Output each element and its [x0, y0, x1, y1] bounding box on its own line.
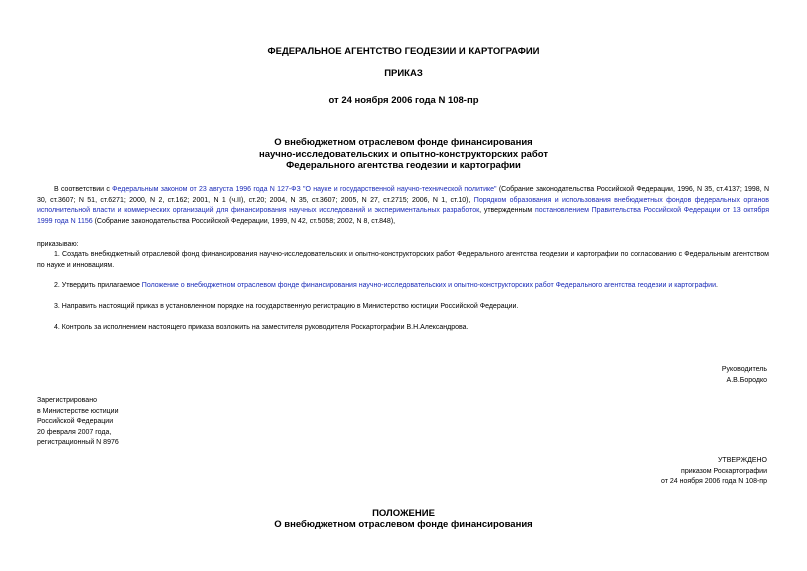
law-source: (Собрание законодательства Российской Федерации, 1996, N 35, ст.4137; 1998, N 30, ст.3607; N 51, ст.6271; 2000, N 2, ст.162; 2001, N 1 (ч.II), ст.20; 2004, N 35, ст.3607; 2005, N 27, ст.2715; 2006, N 1, ст.10), — [37, 186, 770, 204]
resolution-source: (Собрание законодательства Российской Федерации, 1999, N 42, ст.5058; 2002, N 8, ст.848), — [92, 217, 396, 225]
approval-line: УТВЕРЖДЕНО — [717, 457, 767, 464]
basis-paragraph — [37, 185, 769, 227]
registration-block — [37, 396, 119, 449]
order-date: от 24 ноября 2006 года N 108-пр — [328, 95, 479, 106]
approval-block — [661, 456, 767, 488]
signature-block — [722, 365, 767, 386]
procedure-link[interactable]: Порядком образования и использования внебюджетных фондов федеральных органов исполнительной власти и коммерческих организаций для финансирования научных исследований и экспериментальных разработок — [37, 196, 769, 215]
regulation-heading: ПОЛОЖЕНИЕ — [372, 508, 435, 519]
approval-line: от 24 ноября 2006 года N 108-пр — [660, 478, 767, 486]
order-title-line: Федерального агентства геодезии и картографии — [286, 160, 521, 171]
order-title-line: научно-исследовательских и опытно-конструкторских работ — [259, 148, 548, 160]
order-item-1: 1. Создать внебюджетный отраслевой фонд финансирования научно-исследовательских и опытно-конструкторских работ Федерального агентства геодезии и картографии по согласованию с Федеральным агентством по науке и инновациям. — [37, 251, 769, 269]
order-item-3: 3. Направить настоящий приказ в установленном порядке на государственную регистрацию в Министерство юстиции Российской Федерации. — [54, 303, 519, 310]
agency-name: ФЕДЕРАЛЬНОЕ АГЕНТСТВО ГЕОДЕЗИИ И КАРТОГРАФИИ — [267, 46, 540, 57]
item-2-prefix: 2. Утвердить прилагаемое — [54, 282, 142, 289]
order-item-4: 4. Контроль за исполнением настоящего приказа возложить на заместителя руководителя Роскартографии В.Н.Александрова. — [54, 324, 469, 331]
order-item-2 — [37, 281, 769, 292]
regulation-subtitle: О внебюджетном отраслевом фонде финансирования — [274, 519, 533, 530]
registration-line: регистрационный N 8976 — [37, 439, 119, 447]
order-title — [0, 137, 807, 172]
registration-line: в Министерстве юстиции — [37, 407, 119, 415]
signatory-name: А.В.Бородко — [726, 376, 767, 384]
government-resolution-link[interactable]: постановлением Правительства Российской Федерации от 13 октября 1999 года N 1156 — [37, 207, 770, 225]
approval-line: приказом Роскартографии — [681, 467, 767, 475]
registration-line: Российской Федерации — [37, 418, 114, 426]
item-2-suffix: . — [715, 282, 718, 289]
registration-line: 20 февраля 2007 года, — [37, 428, 112, 436]
registration-line: Зарегистрировано — [37, 397, 97, 404]
approved-by-text: , утвержденным — [479, 207, 535, 215]
orders-word: приказываю: — [37, 241, 79, 248]
order-type: ПРИКАЗ — [384, 68, 423, 79]
signatory-role: Руководитель — [721, 366, 767, 373]
order-title-line: О внебюджетном отраслевом фонде финансирования — [274, 137, 533, 148]
federal-law-link[interactable]: Федеральным законом от 23 августа 1996 года N 127-ФЗ "О науке и государственной научно-технической политике" — [112, 186, 497, 193]
basis-prefix: В соответствии с — [54, 186, 113, 193]
regulation-link[interactable]: Положение о внебюджетном отраслевом фонде финансирования научно-исследовательских и опытно-конструкторских работ Федерального агентства геодезии и картографии — [141, 282, 716, 289]
